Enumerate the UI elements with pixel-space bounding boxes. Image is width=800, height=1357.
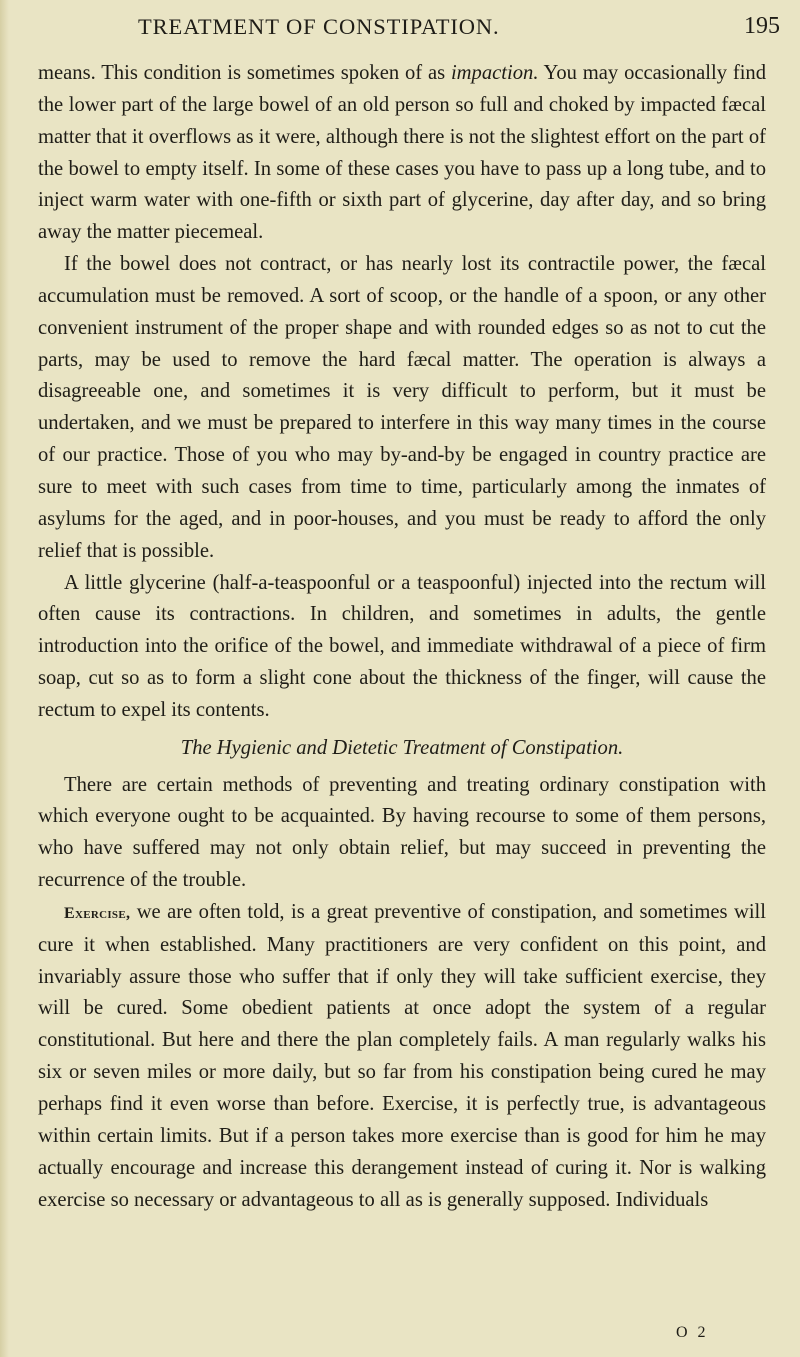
paragraph-exercise	[38, 897, 766, 1216]
runin-heading: Exercise,	[64, 904, 131, 922]
paragraph-text: You may occasionally find the lower part of the large bowel of an old person so full and choked by impacted fæcal matter that it overflows as it were, although there is not the slightest effort on the part of the bowel to empty itself. In some of these cases you have to pass up a long tube, and to inject warm water with one-fifth or sixth part of glycerine, day after day, and so bring away the matter piecemeal.	[38, 62, 767, 244]
paragraph-removal: If the bowel does not contract, or has nearly lost its contractile power, the fæcal accumulation must be removed. A sort of scoop, or the handle of a spoon, or any other convenient instrument of the proper shape and with rounded edges so as not to cut the parts, may be used to remove the hard fæcal matter. The operation is always a disagreeable one, and sometimes it is very difficult to perform, but it must be undertaken, and we must be prepared to interfere in this way many times in the course of our practice. Those of you who may by-and-by be engaged in country practice are sure to meet with such cases from time to time, particularly among the inmates of asylums for the aged, and in poor-houses, and you must be ready to afford the only relief that is possible.	[38, 253, 766, 562]
paragraph-prevention: There are certain methods of preventing and treating ordinary constipation with which everyone ought to be acquainted. By having recourse to some of them persons, who have suffered may not only obtain relief, but may succeed in preventing the recurrence of the trouble.	[38, 773, 766, 892]
italic-term: impaction.	[450, 62, 539, 84]
paragraph-glycerine: A little glycerine (half-a-teaspoonful or a teaspoonful) injected into the rectum will often cause its contractions. In children, and sometimes in adults, the gentle introduction into the orifice of the bowel, and immediate withdrawal of a piece of firm soap, cut so as to form a slight cone about the thickness of the finger, will cause the rectum to expel its contents.	[38, 571, 766, 721]
paragraph-text: means. This condition is sometimes spoken of as	[38, 62, 451, 84]
paragraph-text: we are often told, is a great preventive of constipation, and sometimes will cure it when established. Many practitioners are very confident on this point, and invariably assure those who suffer that if only they will take sufficient exercise, they will be cured. Some obedient patients at once adopt the system of a regular constitutional. But here and there the plan completely fails. A man regularly walks his six or seven miles or more daily, but so far from his constipation being cured he may perhaps find it even worse than before. Exercise, it is perfectly true, is advantageous within certain limits. But if a person takes more exercise than is good for him he may actually encourage and increase this derangement instead of curing it. Nor is walking exercise so necessary or advantageous to all as is generally supposed. Individuals	[38, 900, 766, 1211]
running-head: TREATMENT OF CONSTIPATION.	[138, 14, 500, 39]
page-number: 195	[744, 13, 780, 39]
page-header	[138, 14, 780, 48]
signature-mark: O 2	[676, 1324, 709, 1341]
paragraph-impaction	[38, 58, 766, 249]
section-heading: The Hygienic and Dietetic Treatment of Constipation.	[180, 736, 624, 759]
body-text	[38, 58, 766, 1216]
page-edge-shadow	[0, 0, 9, 1357]
